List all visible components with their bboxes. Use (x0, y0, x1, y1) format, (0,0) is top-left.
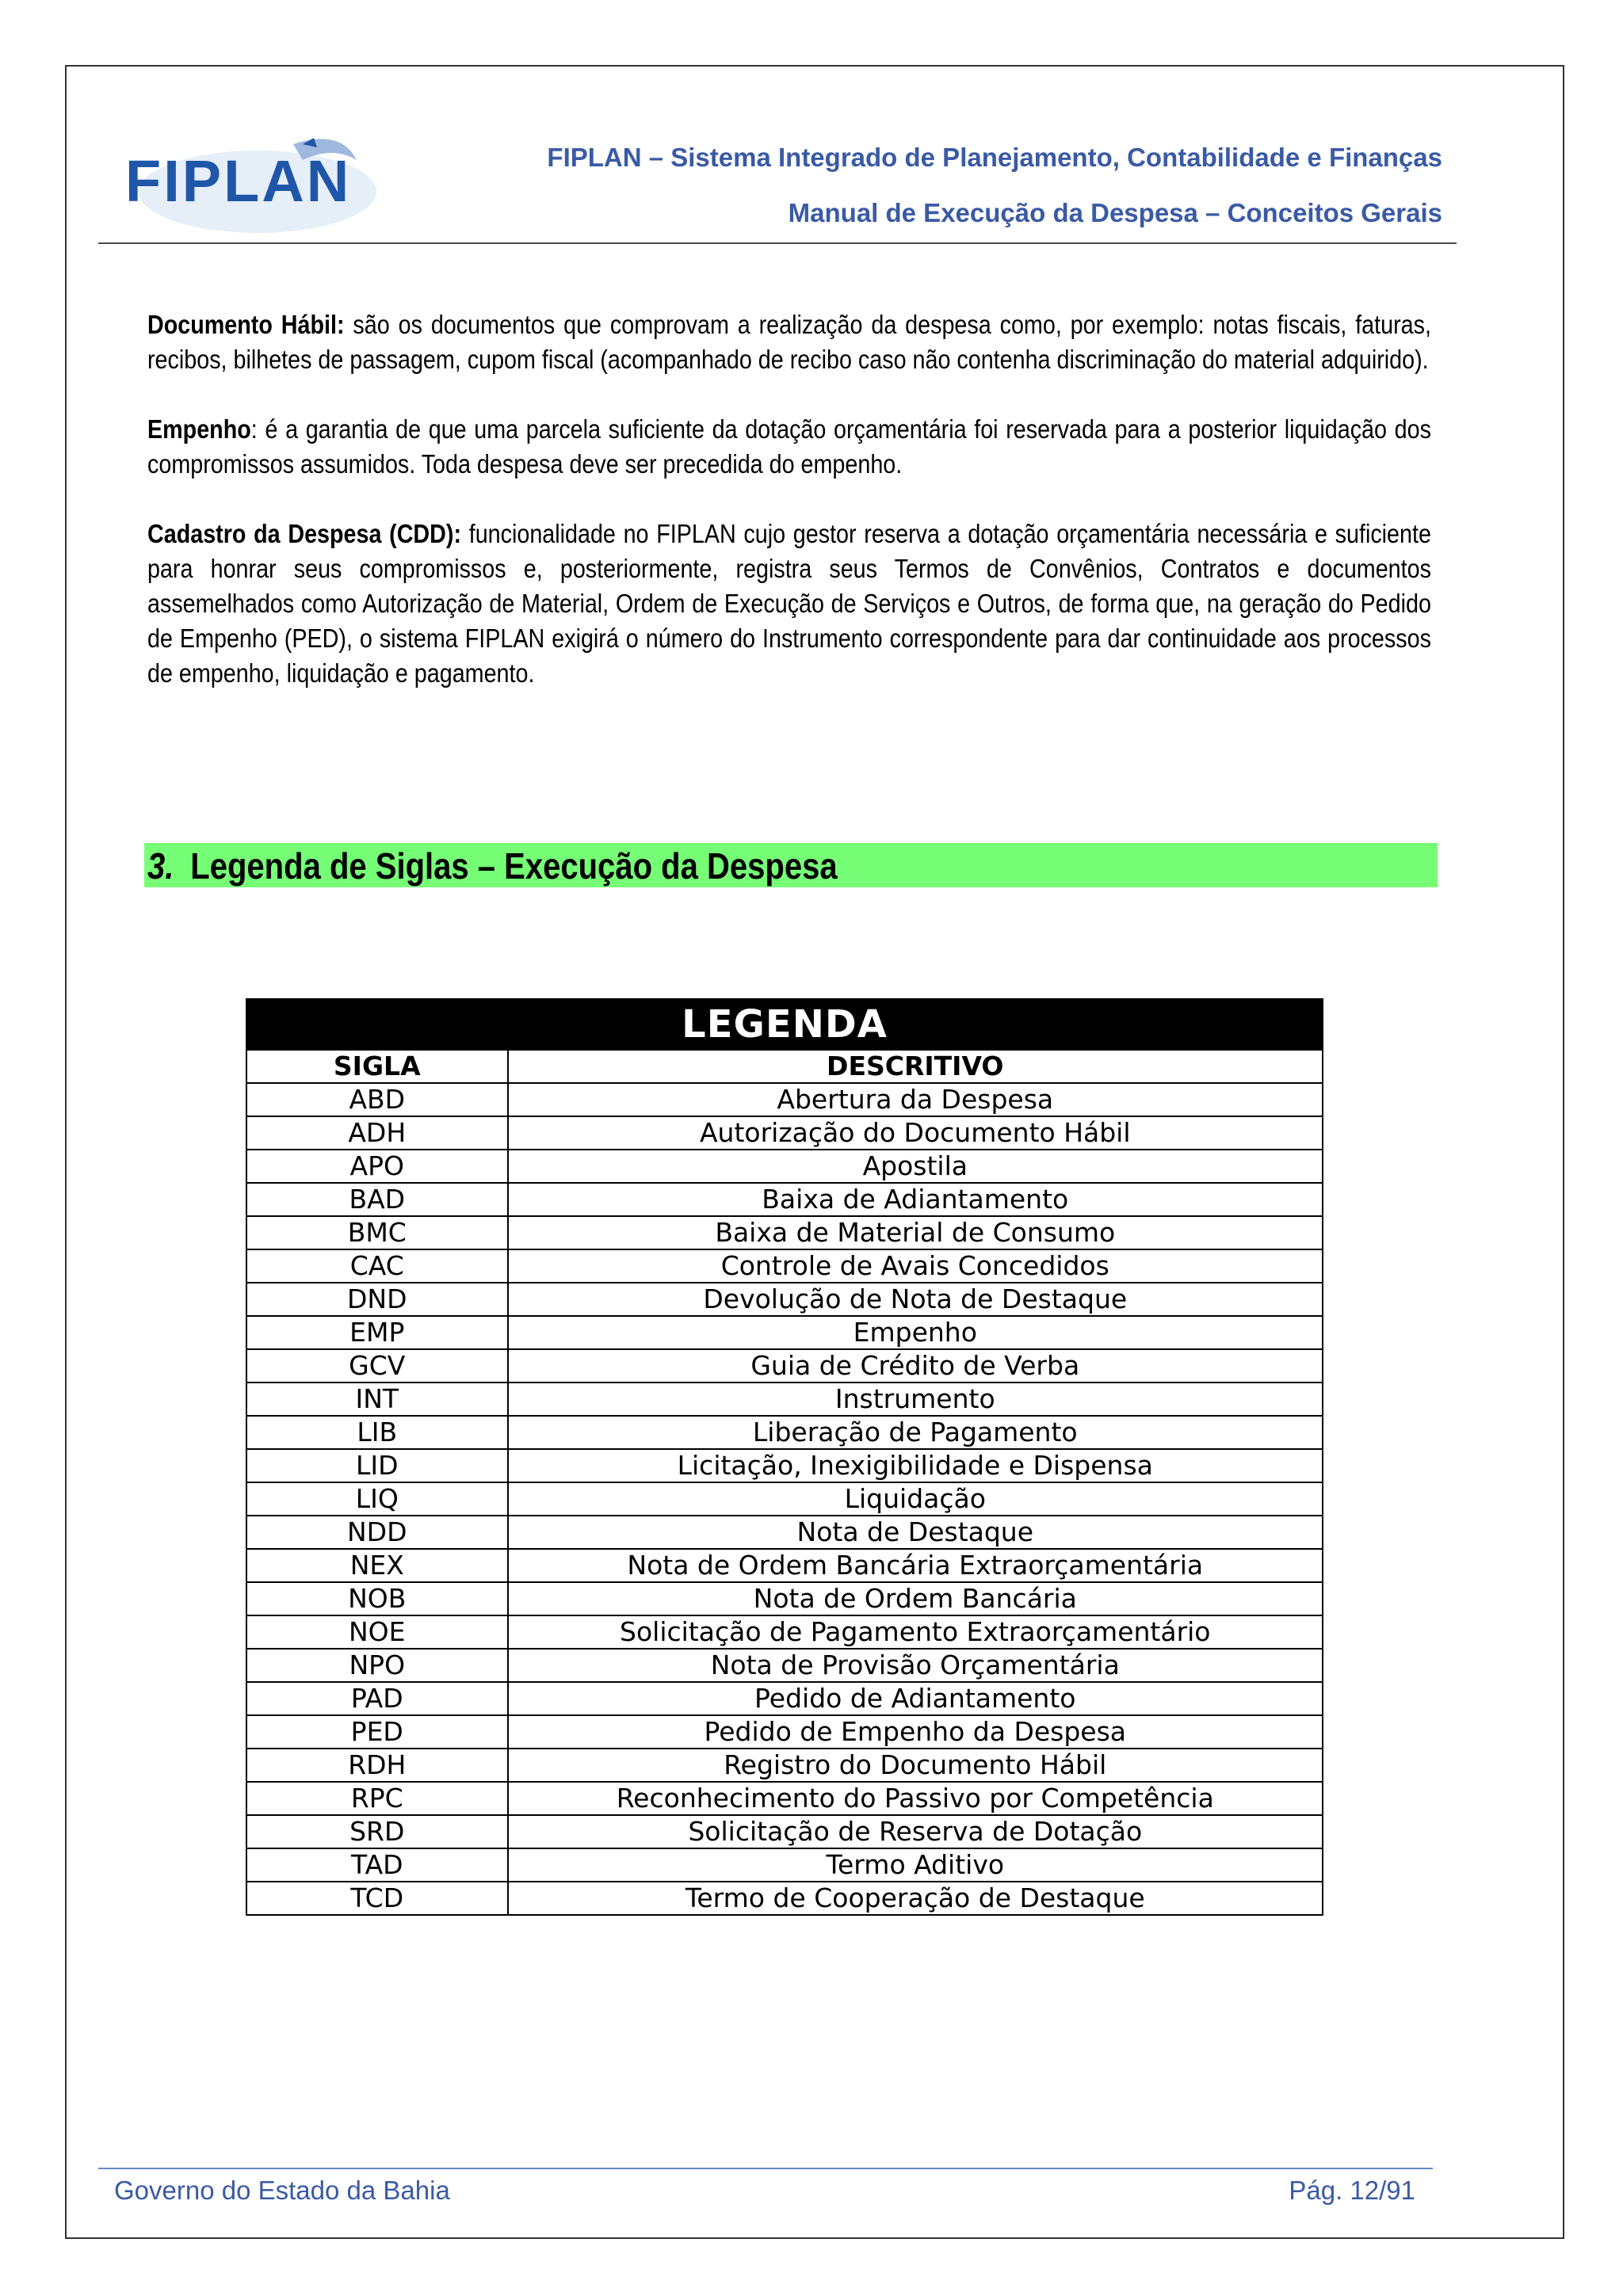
table-row (246, 1715, 1323, 1749)
descritivo-cell: Reconhecimento do Passivo por Competência (508, 1782, 1323, 1815)
header-subtitle: Manual de Execução da Despesa – Conceitos Gerais (788, 198, 1442, 227)
descritivo-cell: Empenho (508, 1316, 1323, 1349)
descritivo-cell: Baixa de Adiantamento (508, 1183, 1323, 1216)
table-row (246, 1183, 1323, 1216)
sigla-cell: PAD (246, 1682, 508, 1715)
term-label: Cadastro da Despesa (CDD): (147, 519, 462, 548)
sigla-cell: NOE (246, 1615, 508, 1649)
table-row (246, 1482, 1323, 1516)
column-header-descritivo: DESCRITIVO (508, 1050, 1323, 1083)
section-number: 3. (147, 845, 174, 887)
descritivo-cell: Nota de Ordem Bancária (508, 1582, 1323, 1615)
table-row (246, 1516, 1323, 1549)
table-row (246, 1216, 1323, 1249)
descritivo-cell: Abertura da Despesa (508, 1083, 1323, 1116)
descritivo-cell: Nota de Provisão Orçamentária (508, 1649, 1323, 1682)
sigla-cell: APO (246, 1150, 508, 1183)
table-row (246, 1749, 1323, 1782)
descritivo-cell: Apostila (508, 1150, 1323, 1183)
header-divider (98, 242, 1457, 244)
descritivo-cell: Registro do Documento Hábil (508, 1749, 1323, 1782)
descritivo-cell: Licitação, Inexigibilidade e Dispensa (508, 1449, 1323, 1482)
descritivo-cell: Solicitação de Pagamento Extraorçamentário (508, 1615, 1323, 1649)
table-row (246, 1449, 1323, 1482)
term-definition: funcionalidade no FIPLAN cujo gestor reserva a dotação orçamentária necessária e suficiente para honrar seus compromissos e, posteriormente, registra seus Termos de Convênios, Contratos e documentos assemelhados como Autorização de Material, Ordem de Execução de Serviços e Outros, de forma que, na geração do Pedido de Empenho (PED), o sistema FIPLAN exigirá o número do Instrumento correspondente para dar continuidade aos processos de empenho, liquidação e pagamento. (147, 519, 1431, 688)
legend-title: LEGENDA (246, 999, 1323, 1050)
descritivo-cell: Pedido de Adiantamento (508, 1682, 1323, 1715)
section-title (147, 846, 838, 886)
table-row (246, 1150, 1323, 1183)
sigla-cell: LIB (246, 1416, 508, 1449)
sigla-cell: EMP (246, 1316, 508, 1349)
page-number: Pág. 12/91 (1289, 2176, 1415, 2205)
sigla-cell: TAD (246, 1848, 508, 1882)
column-header-sigla: SIGLA (246, 1050, 508, 1083)
descritivo-cell: Autorização do Documento Hábil (508, 1116, 1323, 1150)
sigla-cell: LIQ (246, 1482, 508, 1516)
table-row (246, 1116, 1323, 1150)
sigla-cell: INT (246, 1383, 508, 1416)
footer-divider (98, 2168, 1433, 2169)
sigla-cell: TCD (246, 1882, 508, 1915)
sigla-cell: BAD (246, 1183, 508, 1216)
table-row (246, 1349, 1323, 1383)
table-row (246, 1882, 1323, 1915)
table-row (246, 1582, 1323, 1615)
term-definition: são os documentos que comprovam a realização da despesa como, por exemplo: notas fiscais, faturas, recibos, bilhetes de passagem, cupom fiscal (acompanhado de recibo caso não contenha discriminação do material adquirido). (147, 310, 1431, 374)
table-row (246, 1316, 1323, 1349)
table-row (246, 1549, 1323, 1582)
section-title-text: Legenda de Siglas – Execução da Despesa (190, 845, 838, 887)
sigla-cell: RPC (246, 1782, 508, 1815)
table-row (246, 1249, 1323, 1283)
header-title: FIPLAN – Sistema Integrado de Planejamento, Contabilidade e Finanças (547, 143, 1442, 172)
sigla-cell: NDD (246, 1516, 508, 1549)
sigla-cell: LID (246, 1449, 508, 1482)
sigla-cell: ABD (246, 1083, 508, 1116)
table-row (246, 1416, 1323, 1449)
footer-organization: Governo do Estado da Bahia (114, 2176, 450, 2205)
descritivo-cell: Liquidação (508, 1482, 1323, 1516)
descritivo-cell: Solicitação de Reserva de Dotação (508, 1815, 1323, 1848)
legend-table (246, 998, 1323, 1916)
descritivo-cell: Nota de Ordem Bancária Extraorçamentária (508, 1549, 1323, 1582)
descritivo-cell: Liberação de Pagamento (508, 1416, 1323, 1449)
fiplan-logo (119, 128, 380, 239)
legend-rows (246, 1083, 1323, 1915)
term-label: Empenho (147, 414, 251, 444)
sigla-cell: NEX (246, 1549, 508, 1582)
descritivo-cell: Termo de Cooperação de Destaque (508, 1882, 1323, 1915)
descritivo-cell: Baixa de Material de Consumo (508, 1216, 1323, 1249)
paragraph-documento-habil (147, 307, 1431, 377)
sigla-cell: NOB (246, 1582, 508, 1615)
descritivo-cell: Termo Aditivo (508, 1848, 1323, 1882)
sigla-cell: NPO (246, 1649, 508, 1682)
sigla-cell: RDH (246, 1749, 508, 1782)
table-row (246, 1615, 1323, 1649)
table-row (246, 1682, 1323, 1715)
descritivo-cell: Devolução de Nota de Destaque (508, 1283, 1323, 1316)
term-label: Documento Hábil: (147, 310, 345, 339)
sigla-cell: DND (246, 1283, 508, 1316)
sigla-cell: BMC (246, 1216, 508, 1249)
sigla-cell: CAC (246, 1249, 508, 1283)
sigla-cell: GCV (246, 1349, 508, 1383)
table-row (246, 1848, 1323, 1882)
descritivo-cell: Pedido de Empenho da Despesa (508, 1715, 1323, 1749)
descritivo-cell: Controle de Avais Concedidos (508, 1249, 1323, 1283)
table-row (246, 1083, 1323, 1116)
table-row (246, 1283, 1323, 1316)
body-text (147, 307, 1431, 726)
logo-text: FIPLAN (125, 148, 352, 214)
table-row (246, 1383, 1323, 1416)
descritivo-cell: Nota de Destaque (508, 1516, 1323, 1549)
descritivo-cell: Guia de Crédito de Verba (508, 1349, 1323, 1383)
descritivo-cell: Instrumento (508, 1383, 1323, 1416)
table-row (246, 1649, 1323, 1682)
sigla-cell: SRD (246, 1815, 508, 1848)
term-definition: : é a garantia de que uma parcela suficiente da dotação orçamentária foi reservada para a posterior liquidação dos compromissos assumidos. Toda despesa deve ser precedida do empenho. (147, 414, 1431, 479)
sigla-cell: ADH (246, 1116, 508, 1150)
sigla-cell: PED (246, 1715, 508, 1749)
table-row (246, 1782, 1323, 1815)
table-row (246, 1815, 1323, 1848)
section-heading (144, 843, 1438, 887)
paragraph-empenho (147, 412, 1431, 482)
paragraph-cadastro-despesa (147, 517, 1431, 691)
